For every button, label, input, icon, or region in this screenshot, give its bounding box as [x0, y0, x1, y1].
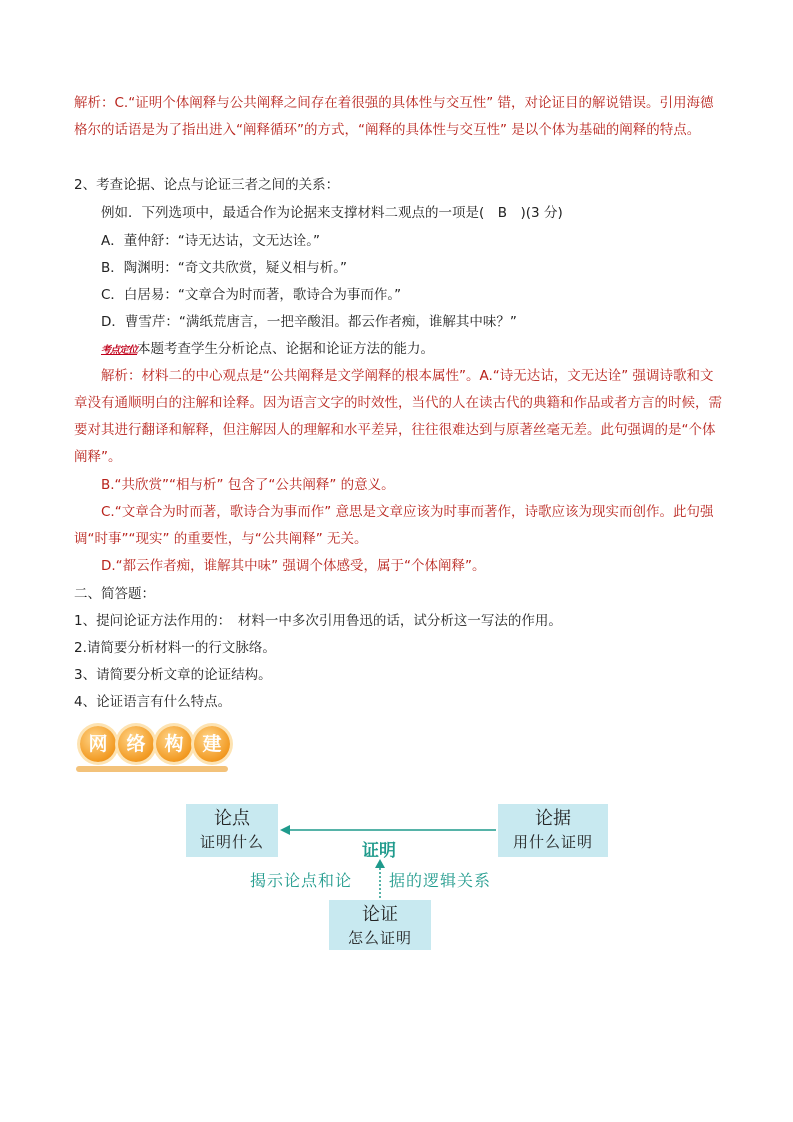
option-a: A．董仲舒：“诗无达诂，文无达诠。” [101, 233, 320, 249]
banner-char: 络 [118, 726, 154, 762]
proof-label: 证明 [362, 841, 396, 861]
example-question: 例如．下列选项中，最适合作为论据来支撑材料二观点的一项是( B )(3 分) [101, 205, 563, 221]
lunzheng-subtitle: 怎么证明 [347, 929, 412, 947]
relation-label-left: 揭示论点和论 [250, 871, 353, 890]
analysis-c: 解析：C.“证明个体阐释与公共阐释之间存在着很强的具体性与交互性” 错，对论证目的解说错误。引用海德格尔的话语是为了指出进入“阐释循环”的方式，“阐释的具体性与交互性” 是以个体为基础的阐释的特点。 [74, 95, 714, 138]
question-2: 2.请简要分析材料一的行文脉络。 [74, 640, 276, 656]
option-c: C．白居易：“文章合为时而著，歌诗合为事而作。” [101, 287, 402, 303]
option-b: B．陶渊明：“奇文共欣赏，疑义相与析。” [101, 260, 347, 276]
proof-arrowhead [280, 825, 290, 835]
exam-point-text: 本题考查学生分析论点、论据和论证方法的能力。 [137, 341, 434, 357]
option-d: D．曹雪芹：“满纸荒唐言，一把辛酸泪。都云作者痴，谁解其中味？” [101, 314, 517, 330]
banner-char: 建 [194, 726, 230, 762]
short-answer-title: 二、简答题： [74, 586, 155, 602]
lunju-subtitle: 用什么证明 [512, 833, 593, 851]
question-1: 1、提问论证方法作用的： 材料一中多次引用鲁迅的话，试分析这一写法的作用。 [74, 613, 562, 629]
lundian-title: 论点 [214, 808, 250, 829]
relation-label-right: 据的逻辑关系 [389, 871, 492, 890]
analysis-b: B.“共欣赏”“相与析” 包含了“公共阐释” 的意义。 [101, 477, 395, 493]
analysis-a: 解析：材料二的中心观点是“公共阐释是文学阐释的根本属性”。A.“诗无达诂，文无达诠” 强调诗歌和文章没有通顺明白的注解和诠释。因为语言文字的时效性，当代的人在读古代的典籍和作品或者方言的时候，需要对其进行翻译和解释，但注解因人的理解和水平差异，往往很难达到与原著丝毫无差。此句强调的是“个体阐释”。 [74, 368, 722, 465]
question-4: 4、论证语言有什么特点。 [74, 694, 232, 710]
lunju-title: 论据 [535, 808, 571, 829]
lunzheng-title: 论证 [362, 904, 398, 925]
banner-char: 构 [156, 726, 192, 762]
analysis-d: D.“都云作者痴，谁解其中味” 强调个体感受，属于“个体阐释”。 [101, 558, 486, 574]
lundian-subtitle: 证明什么 [199, 833, 264, 851]
banner-char: 网 [80, 726, 116, 762]
question-3: 3、请简要分析文章的论证结构。 [74, 667, 272, 683]
exam-point-tag: 考点定位 [101, 345, 137, 356]
analysis-c-option: C.“文章合为时而著，歌诗合为事而作” 意思是文章应该为时事而著作，诗歌应该为现实而创作。此句强调“时事”“现实” 的重要性，与“公共阐释” 无关。 [74, 504, 714, 547]
section-2-title: 2、考查论据、论点与论证三者之间的关系： [74, 177, 340, 193]
